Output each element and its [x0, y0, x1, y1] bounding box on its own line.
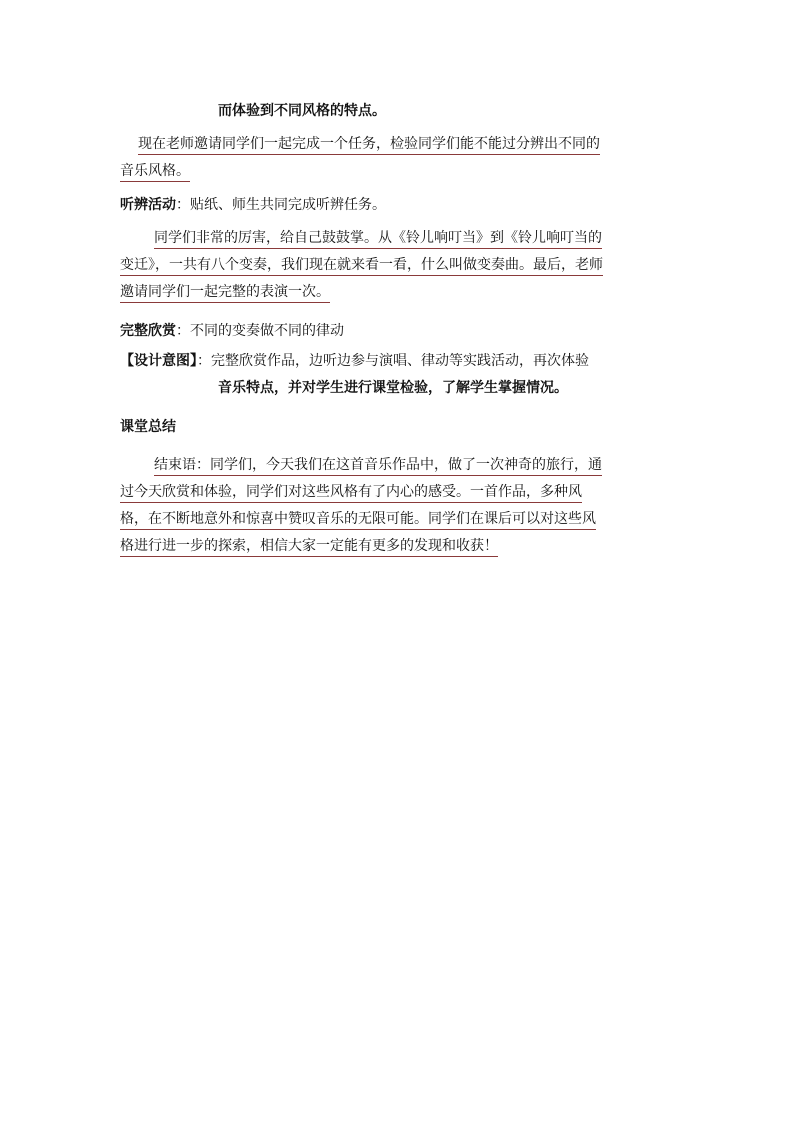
variations-line-3: 邀请同学们一起完整的表演一次。	[120, 282, 330, 303]
design-intent-line-2: 音乐特点，并对学生进行课堂检验，了解学生掌握情况。	[218, 380, 568, 396]
paragraph-style-features: 而体验到不同风格的特点。	[218, 103, 386, 119]
variations-line-2: 变迁》，一共有八个变奏，我们现在就来看一看，什么叫做变奏曲。最后，老师	[120, 255, 603, 276]
paragraph-full-appreciation	[120, 318, 680, 345]
full-appreciation-label: 完整欣赏	[120, 323, 176, 339]
paragraph-task-invite	[120, 131, 680, 185]
task-invite-line-1: 现在老师邀请同学们一起完成一个任务，检验同学们能不能过分辨出不同的	[138, 134, 600, 155]
heading-class-summary: 课堂总结	[120, 419, 176, 435]
design-intent-label: 【设计意图】	[120, 353, 197, 369]
design-intent-line-1: ：完整欣赏作品，边听边参与演唱、律动等实践活动，再次体验	[197, 353, 589, 369]
paragraph-design-intent	[120, 348, 680, 402]
closing-line-2: 过今天欣赏和体验，同学们对这些风格有了内心的感受。一首作品，多种风	[120, 482, 582, 503]
task-invite-line-2: 音乐风格。	[120, 161, 190, 182]
variations-line-1: 同学们非常的厉害，给自己鼓鼓掌。从《铃儿响叮当》到《铃儿响叮当的	[154, 228, 602, 249]
paragraph-variations	[120, 225, 680, 306]
section-heading-summary	[120, 414, 680, 441]
paragraph-closing-remarks	[120, 452, 680, 560]
paragraph-listening-activity	[120, 192, 680, 219]
section-summary-top	[120, 98, 680, 125]
closing-line-4: 格进行进一步的探索，相信大家一定能有更多的发现和收获！	[120, 536, 498, 557]
closing-line-1: 结束语：同学们，今天我们在这首音乐作品中，做了一次神奇的旅行，通	[154, 455, 602, 476]
closing-line-3: 格，在不断地意外和惊喜中赞叹音乐的无限可能。同学们在课后可以对这些风	[120, 509, 596, 530]
listening-activity-text: ：贴纸、师生共同完成听辨任务。	[176, 197, 386, 213]
full-appreciation-text: ：不同的变奏做不同的律动	[176, 323, 344, 339]
listening-activity-label: 听辨活动	[120, 197, 176, 213]
